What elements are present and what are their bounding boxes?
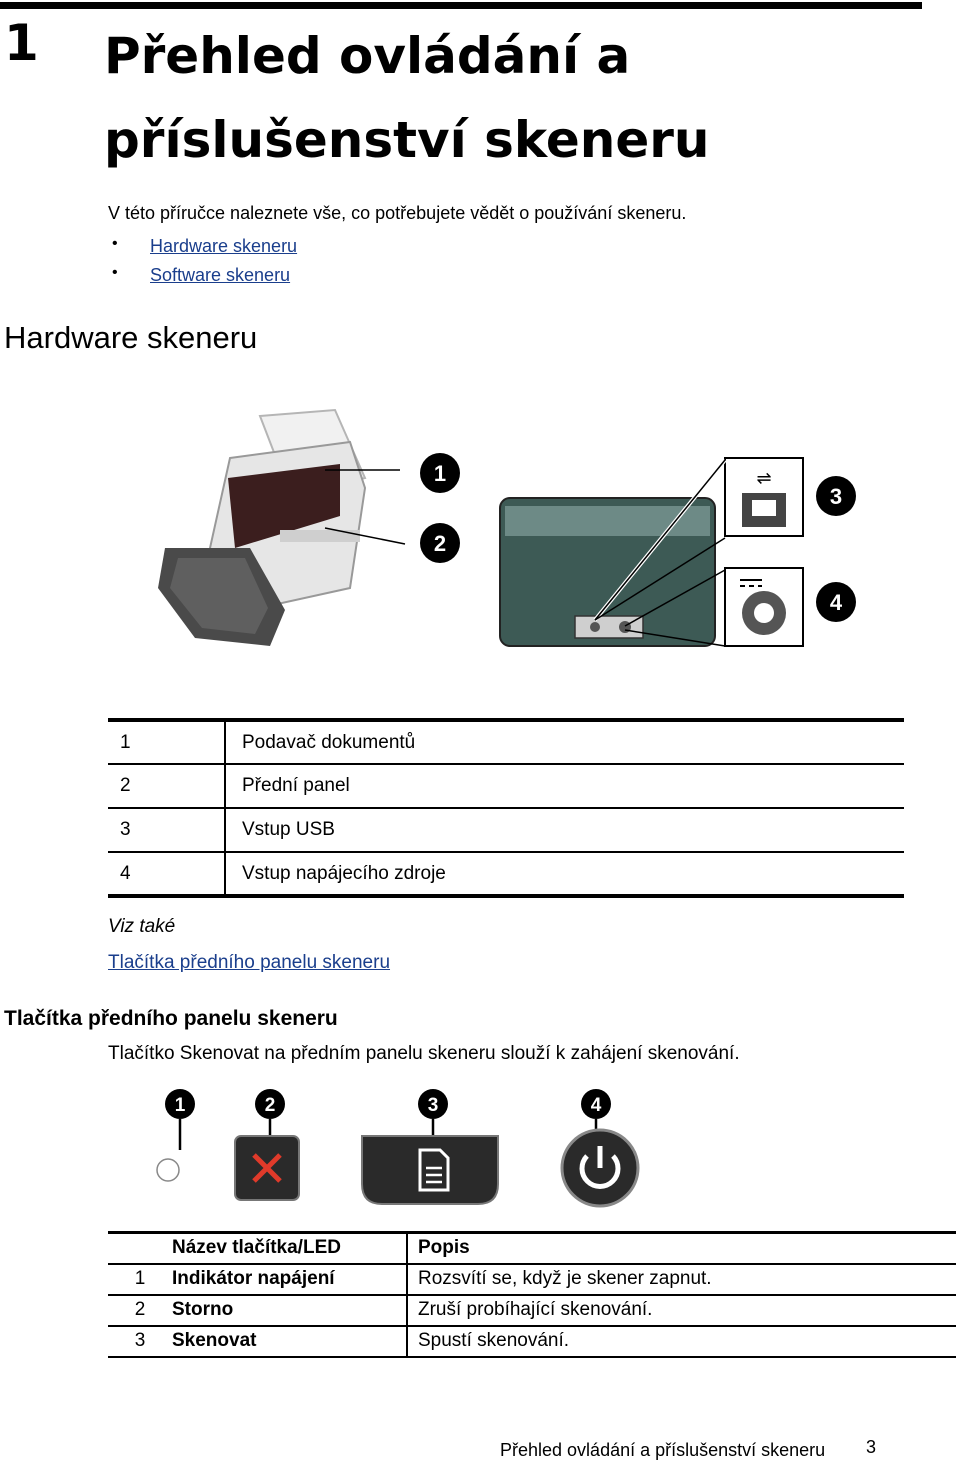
intro-text: V této příručce naleznete vše, co potřebujete vědět o používání skeneru. xyxy=(108,203,687,223)
scanner-hardware-figure xyxy=(150,398,870,666)
scan-button-icon xyxy=(362,1136,498,1204)
section-heading-front-panel: Tlačítka předního panelu skeneru xyxy=(4,1007,338,1030)
table-row xyxy=(108,1326,956,1357)
fp-callout-4-label: 4 xyxy=(590,1095,602,1116)
part-label: Přední panel xyxy=(225,764,904,808)
callout-4-icon xyxy=(816,582,856,622)
button-number: 3 xyxy=(108,1326,172,1357)
cancel-button-icon xyxy=(235,1136,299,1200)
part-label: Podavač dokumentů xyxy=(225,720,904,764)
top-rule xyxy=(0,2,922,9)
toc-list xyxy=(108,236,297,294)
power-port-icon xyxy=(725,568,803,646)
power-button-icon xyxy=(562,1130,638,1206)
fp-callout-3-icon xyxy=(418,1089,448,1136)
section-heading-hardware: Hardware skeneru xyxy=(4,320,258,355)
header-name: Název tlačítka/LED xyxy=(172,1233,407,1264)
svg-text:⇌: ⇌ xyxy=(756,468,772,489)
toc-item xyxy=(108,236,297,265)
callout-3-label: 3 xyxy=(829,484,843,509)
toc-link-software[interactable]: Software skeneru xyxy=(150,265,291,285)
part-label: Vstup USB xyxy=(225,808,904,852)
power-led-icon xyxy=(157,1159,179,1181)
button-name: Storno xyxy=(172,1295,407,1326)
fp-callout-4-icon xyxy=(581,1089,611,1130)
button-desc: Spustí skenování. xyxy=(407,1326,956,1357)
scanner-front-illustration xyxy=(158,410,365,646)
toc-link-hardware[interactable]: Hardware skeneru xyxy=(150,236,298,256)
callout-2-label: 2 xyxy=(433,531,447,556)
front-panel-figure xyxy=(150,1086,660,1210)
see-also-link[interactable]: Tlačítka předního panelu skeneru xyxy=(108,952,391,973)
fp-callout-2-icon xyxy=(255,1089,285,1136)
callout-1-label: 1 xyxy=(433,461,447,486)
scanner-back-illustration xyxy=(500,498,715,646)
hardware-parts-table xyxy=(108,718,904,898)
table-row xyxy=(108,720,904,764)
part-number: 4 xyxy=(108,852,225,896)
front-panel-buttons-table xyxy=(108,1231,956,1358)
button-desc: Zruší probíhající skenování. xyxy=(407,1295,956,1326)
callout-2-icon xyxy=(420,523,460,563)
part-number: 2 xyxy=(108,764,225,808)
part-number: 1 xyxy=(108,720,225,764)
table-row xyxy=(108,1295,956,1326)
table-row xyxy=(108,808,904,852)
footer-text: Přehled ovládání a příslušenství skeneru xyxy=(500,1440,826,1460)
button-desc: Rozsvítí se, když je skener zapnut. xyxy=(407,1264,956,1295)
chapter-title: Přehled ovládání a příslušenství skeneru xyxy=(104,27,710,169)
callout-4-label: 4 xyxy=(829,590,843,615)
header-num-cell xyxy=(108,1233,172,1264)
chapter-number: 1 xyxy=(4,14,39,72)
fp-callout-2-label: 2 xyxy=(264,1095,276,1116)
part-label: Vstup napájecího zdroje xyxy=(225,852,904,896)
table-row xyxy=(108,852,904,896)
table-row xyxy=(108,764,904,808)
button-number: 2 xyxy=(108,1295,172,1326)
page-number: 3 xyxy=(866,1437,877,1457)
button-name: Indikátor napájení xyxy=(172,1264,407,1295)
button-name: Skenovat xyxy=(172,1326,407,1357)
callout-1-icon xyxy=(420,453,460,493)
table-header-row xyxy=(108,1233,956,1264)
toc-item xyxy=(108,265,297,294)
front-panel-intro: Tlačítko Skenovat na předním panelu skeneru slouží k zahájení skenování. xyxy=(108,1043,740,1064)
button-number: 1 xyxy=(108,1264,172,1295)
fp-callout-3-label: 3 xyxy=(427,1095,439,1116)
header-desc: Popis xyxy=(407,1233,956,1264)
part-number: 3 xyxy=(108,808,225,852)
see-also-label: Viz také xyxy=(108,916,176,937)
fp-callout-1-label: 1 xyxy=(174,1095,186,1116)
table-row xyxy=(108,1264,956,1295)
fp-callout-1-icon xyxy=(165,1089,195,1150)
usb-port-icon xyxy=(725,458,803,536)
callout-3-icon xyxy=(816,476,856,516)
